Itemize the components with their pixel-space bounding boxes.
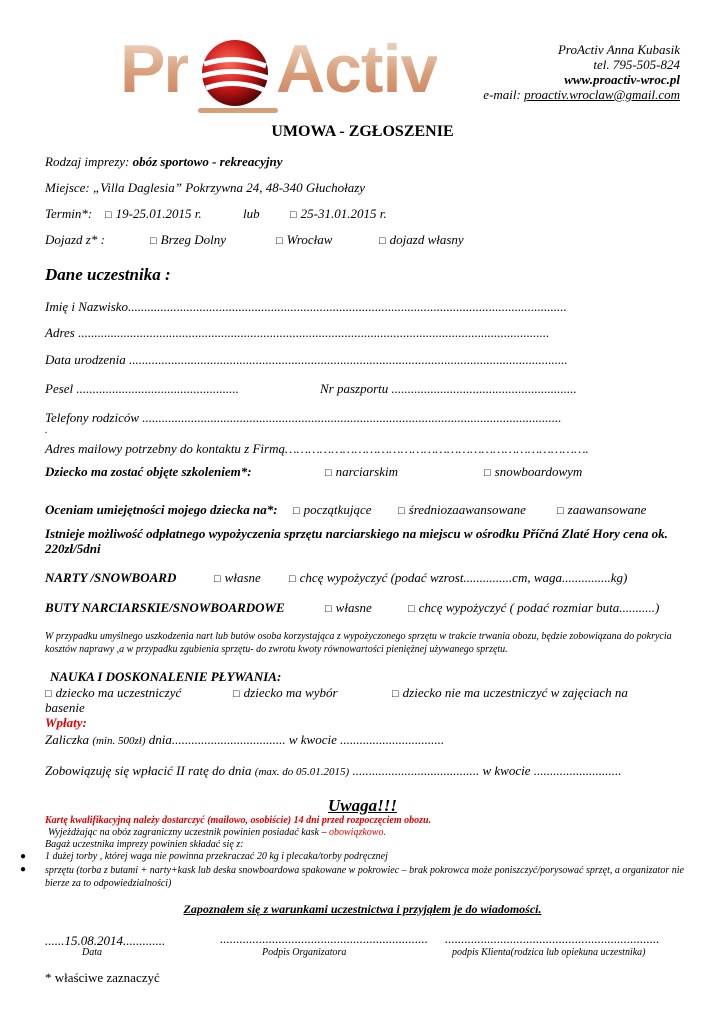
deposit-label: Zaliczka	[45, 732, 93, 747]
second-installment-fields[interactable]: ....................................... w kwocie ...........................	[349, 763, 622, 778]
logo-activ: Activ	[276, 31, 438, 107]
travel-wroclaw-checkbox[interactable]: □ Wrocław	[276, 232, 332, 248]
contact-block	[483, 42, 680, 102]
helmet-note-text: Wyjeżdżając na obóz zagraniczny uczestnik powinien posiadać kask –	[48, 827, 329, 838]
term-or: lub	[243, 206, 260, 221]
logo-pr: Pr	[120, 31, 188, 107]
helmet-note	[48, 827, 386, 838]
logo-underline	[198, 108, 278, 113]
swim-not-attend-checkbox[interactable]: □ dziecko nie ma uczestniczyć w zajęciach na	[392, 685, 628, 701]
luggage-intro: Bagaż uczestnika imprezy powinien składać się z:	[45, 839, 244, 850]
warning-heading: Uwaga!!!	[328, 796, 397, 815]
term-option-1-checkbox[interactable]: □ 19-25.01.2015 r.	[105, 206, 202, 222]
training-ski-checkbox[interactable]: □ narciarskim	[325, 464, 398, 480]
date-caption: Data	[82, 947, 102, 958]
organizer-caption: Podpis Organizatora	[262, 947, 347, 958]
boots-label: BUTY NARCIARSKIE/SNOWBOARDOWE	[45, 600, 285, 615]
rental-notice: Istnieje możliwość odpłatnego wypożyczenia sprzętu narciarskiego na miejscu w ośrodku Příčná Zlaté Hory cena ok. 220zł/5dni	[45, 526, 668, 556]
birthdate-field[interactable]: Data urodzenia .......................................................................................................................................	[45, 352, 568, 367]
swim-attend-checkbox[interactable]: □ dziecko ma uczestniczyć	[45, 685, 181, 701]
deposit-fields[interactable]: dnia................................... w kwocie ................................	[145, 732, 445, 747]
swim-option3-cont: basenie	[45, 700, 85, 715]
stray-dot: .	[45, 425, 48, 436]
contact-website[interactable]: www.proactiv-wroc.pl	[564, 72, 680, 87]
date-field[interactable]: ......15.08.2014.............	[45, 933, 166, 948]
skill-advanced-checkbox[interactable]: □ zaawansowane	[557, 502, 646, 518]
event-type-label: Rodzaj imprezy:	[45, 154, 133, 169]
participant-heading: Dane uczestnika :	[45, 265, 171, 284]
contact-phone: tel. 795-505-824	[593, 57, 680, 72]
training-snowboard-checkbox[interactable]: □ snowboardowym	[484, 464, 582, 480]
bullet-1: ●	[20, 851, 27, 862]
event-type-value: obóz sportowo - rekreacyjny	[132, 154, 283, 169]
deposit-min: (min. 500zł)	[92, 735, 146, 747]
passport-field[interactable]: Nr paszportu .........................................................	[320, 381, 577, 396]
pesel-field[interactable]: Pesel ..................................................	[45, 381, 239, 396]
second-installment-label: Zobowiązuję się wpłacić II ratę do dnia	[45, 763, 255, 778]
event-place: Miejsce: „Villa Daglesia” Pokrzywna 24, 48-340 Głuchołazy	[45, 180, 366, 195]
logo-sphere-icon	[198, 36, 272, 110]
second-installment-max: (max. do 05.01.2015)	[254, 766, 350, 778]
contact-name: ProActiv Anna Kubasik	[557, 42, 680, 57]
client-signature-field[interactable]: ..................................................................	[445, 931, 660, 946]
skill-label: Oceniam umiejętności mojego dziecka na*:	[45, 502, 278, 517]
boots-own-checkbox[interactable]: □ własne	[325, 600, 372, 616]
second-installment-row[interactable]	[45, 763, 621, 779]
document-title: UMOWA - ZGŁOSZENIE	[271, 123, 454, 140]
organizer-signature-field[interactable]: ................................................................	[220, 931, 428, 946]
swim-choice-checkbox[interactable]: □ dziecko ma wybór	[233, 685, 338, 701]
deposit-row[interactable]	[45, 732, 444, 748]
helmet-mandatory: obowiązkowo.	[329, 827, 386, 838]
card-note: Kartę kwalifikacyjną należy dostarczyć (mailowo, osobiście) 14 dni przed rozpoczęciem obozu.	[45, 815, 432, 826]
contact-email-label: e-mail:	[483, 87, 525, 102]
travel-brzeg-checkbox[interactable]: □ Brzeg Dolny	[150, 232, 226, 248]
skis-rent-checkbox[interactable]: □ chcę wypożyczyć (podać wzrost...............cm, waga...............kg)	[289, 570, 627, 586]
event-type-row	[45, 154, 282, 170]
swimming-heading: NAUKA I DOSKONALENIE PŁYWANIA:	[50, 669, 282, 684]
parents-phone-field[interactable]: Telefony rodziców .................................................................................................................................	[45, 410, 562, 425]
contact-email-field[interactable]: Adres mailowy potrzebny do kontaktu z Firmą…………………………………………………………………….	[45, 441, 589, 456]
contact-email-row	[483, 87, 680, 102]
client-caption: podpis Klienta(rodzica lub opiekuna uczestnika)	[452, 947, 646, 958]
skill-intermediate-checkbox[interactable]: □ średniozaawansowane	[398, 502, 526, 518]
training-label: Dziecko ma zostać objęte szkoleniem*:	[45, 464, 252, 479]
footnote: * właściwe zaznaczyć	[45, 970, 160, 985]
travel-own-checkbox[interactable]: □ dojazd własny	[379, 232, 464, 248]
luggage-item-2: sprzętu (torba z butami + narty+kask lub deska snowboardowa spakowane w pokrowiec – brak pokrowca może poniszczyć/porysować sprzęt, a organizator nie bierze za to odpowiedzialności)	[45, 865, 684, 889]
skis-own-checkbox[interactable]: □ własne	[214, 570, 261, 586]
skis-label: NARTY /SNOWBOARD	[45, 570, 177, 585]
boots-rent-checkbox[interactable]: □ chcę wypożyczyć ( podać rozmiar buta...........)	[408, 600, 659, 616]
contact-email-link[interactable]: proactiv.wroclaw@gmail.com	[524, 87, 680, 102]
damage-note: W przypadku umyślnego uszkodzenia nart lub butów osoba korzystająca z wypożyczonego sprzętu w trakcie trwania obozu, będzie zobowiązana do pokrycia kosztów naprawy ,a w przypadku zgubienia sprzętu- do zwrotu kwoty równowartości pieniężnej używanego sprzętu.	[45, 631, 672, 655]
proactiv-logo	[120, 30, 438, 112]
address-field[interactable]: Adres .................................................................................................................................................	[45, 325, 550, 340]
skill-beginner-checkbox[interactable]: □ początkujące	[293, 502, 372, 518]
bullet-2: ●	[20, 864, 27, 875]
term-label: Termin*:	[45, 206, 93, 221]
luggage-item-1: 1 dużej torby , której waga nie powinna przekraczać 20 kg i plecaka/torby podręcznej	[45, 851, 388, 862]
acknowledgement: Zapoznałem się z warunkami uczestnictwa i przyjąłem je do wiadomości.	[183, 902, 542, 916]
name-field[interactable]: Imię i Nazwisko.......................................................................................................................................	[45, 299, 567, 314]
term-option-2-checkbox[interactable]: □ 25-31.01.2015 r.	[290, 206, 387, 222]
travel-label: Dojazd z* :	[45, 232, 105, 247]
payments-heading: Wpłaty:	[45, 715, 87, 730]
